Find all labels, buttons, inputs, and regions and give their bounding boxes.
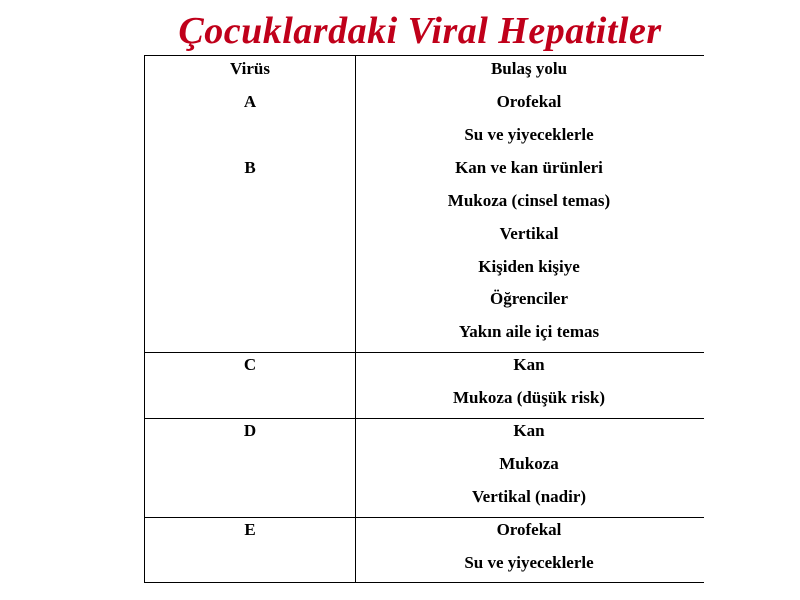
route-c-2: Mukoza (düşük risk)	[452, 388, 606, 407]
route-d-2: Mukoza	[499, 454, 559, 473]
slide-title: Çocuklardaki Viral Hepatitler	[178, 10, 662, 52]
row-divider-b-c	[144, 352, 704, 353]
route-e-2: Su ve yiyeceklerle	[464, 553, 594, 572]
row-divider-c-d	[144, 418, 704, 419]
route-e-1: Orofekal	[496, 520, 562, 539]
route-b-5: Öğrenciler	[489, 289, 569, 308]
virus-a: A	[243, 92, 257, 111]
virus-c: C	[243, 355, 257, 374]
row-divider-d-e	[144, 517, 704, 518]
route-b-4: Kişiden kişiye	[478, 257, 580, 276]
route-a-2: Su ve yiyeceklerle	[464, 125, 594, 144]
virus-b: B	[244, 158, 256, 177]
route-d-1: Kan	[513, 421, 545, 440]
route-d-3: Vertikal (nadir)	[471, 487, 587, 506]
virus-d: D	[243, 421, 257, 440]
header-virus: Virüs	[230, 59, 270, 78]
virus-e: E	[244, 520, 256, 539]
route-b-1: Kan ve kan ürünleri	[455, 158, 603, 177]
route-c-1: Kan	[513, 355, 545, 374]
route-a-1: Orofekal	[496, 92, 562, 111]
route-b-3: Vertikal	[499, 224, 559, 243]
route-b-6: Yakın aile içi temas	[458, 322, 600, 341]
header-transmission-route: Bulaş yolu	[490, 59, 568, 78]
route-b-2: Mukoza (cinsel temas)	[447, 191, 611, 210]
